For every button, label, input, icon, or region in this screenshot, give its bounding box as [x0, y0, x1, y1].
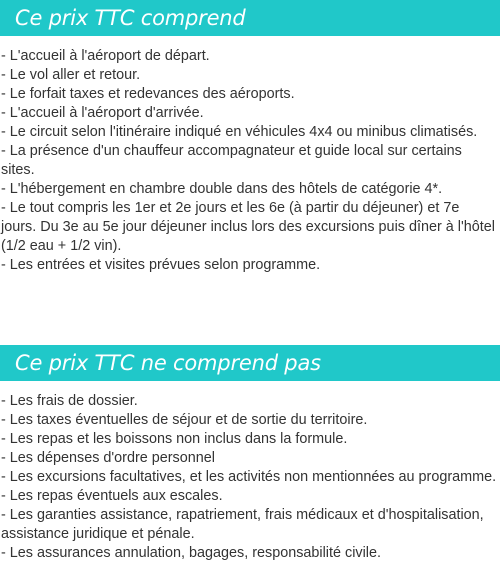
list-item: - Les repas éventuels aux escales.	[1, 488, 223, 504]
excludes-section-header	[0, 345, 500, 381]
list-item: - L'hébergement en chambre double dans des hôtels de catégorie 4*.	[1, 181, 443, 197]
list-item: - Les taxes éventuelles de séjour et de sortie du territoire.	[1, 412, 368, 428]
list-item: - Le tout compris les 1er et 2e jours et les 6e (à partir du déjeuner) et 7e jours. Du 3e au 5e jour déjeuner inclus lors des excursions puis dîner à l'hôtel (1/2 eau + 1/2 vin).	[1, 200, 495, 254]
list-item: - Les repas et les boissons non inclus dans la formule.	[1, 431, 348, 447]
list-item: - Les assurances annulation, bagages, responsabilité civile.	[1, 545, 381, 561]
list-item: - Le forfait taxes et redevances des aéroports.	[1, 86, 295, 102]
includes-section-header	[0, 0, 500, 36]
includes-list	[0, 47, 500, 275]
list-item: - Le circuit selon l'itinéraire indiqué en véhicules 4x4 ou minibus climatisés.	[1, 124, 478, 140]
list-item: - Les entrées et visites prévues selon programme.	[1, 257, 321, 273]
list-item: - Les excursions facultatives, et les activités non mentionnées au programme.	[1, 469, 497, 485]
includes-title: Ce prix TTC comprend	[15, 6, 246, 30]
list-item: - Les frais de dossier.	[1, 393, 138, 409]
excludes-title: Ce prix TTC ne comprend pas	[15, 351, 321, 375]
list-item: - L'accueil à l'aéroport de départ.	[1, 48, 210, 64]
list-item: - L'accueil à l'aéroport d'arrivée.	[1, 105, 204, 121]
list-item: - Le vol aller et retour.	[1, 67, 141, 83]
excludes-list	[0, 392, 500, 563]
list-item: - Les dépenses d'ordre personnel	[1, 450, 215, 466]
list-item: - La présence d'un chauffeur accompagnateur et guide local sur certains sites.	[1, 143, 462, 178]
list-item: - Les garanties assistance, rapatriement, frais médicaux et d'hospitalisation, assistance juridique et pénale.	[1, 507, 484, 542]
